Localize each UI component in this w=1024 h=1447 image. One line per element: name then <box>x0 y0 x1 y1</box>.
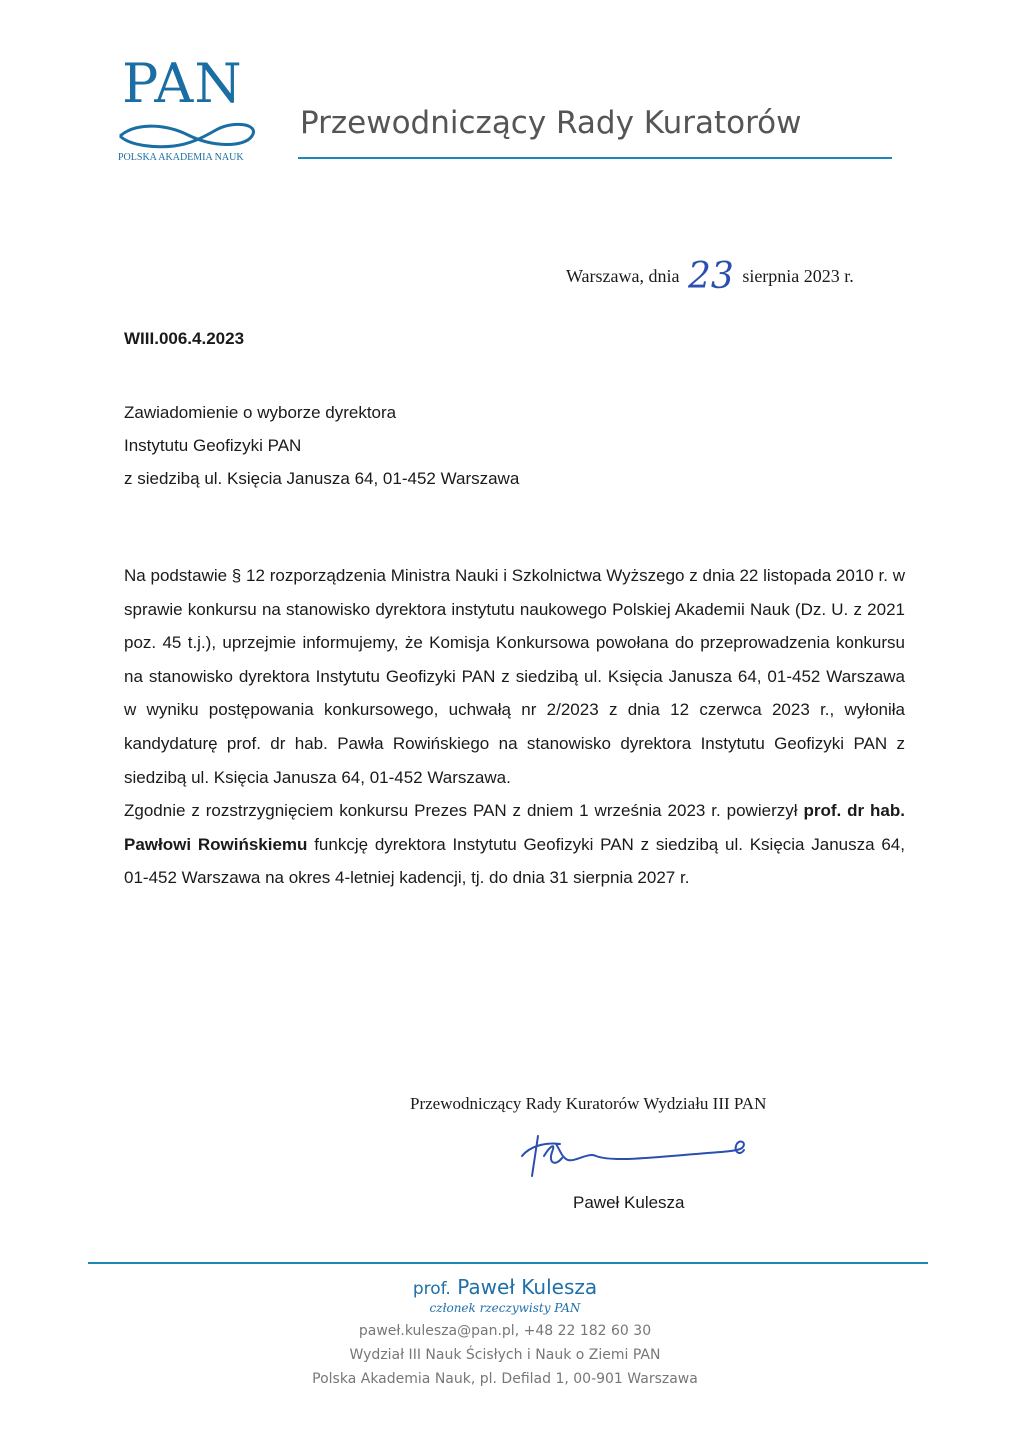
infinity-swirl-icon <box>116 118 266 152</box>
appointee-name: prof. dr hab. Pawłowi Rowińskiemu <box>124 801 905 854</box>
footer <box>0 1275 1010 1391</box>
footer-prefix: prof. <box>412 1279 451 1299</box>
header-divider <box>298 157 892 159</box>
footer-department: Wydział III Nauk Ścisłych i Nauk o Ziemi PAN <box>349 1347 661 1363</box>
body-paragraph <box>124 794 905 895</box>
logo-text: PAN <box>122 52 243 115</box>
letterhead-title: Przewodniczący Rady Kuratorów <box>300 105 802 141</box>
subject-line: Instytutu Geofizyki PAN <box>124 436 302 455</box>
body-paragraph: Na podstawie § 12 rozporządzenia Ministra Nauki i Szkolnictwa Wyższego z dnia 22 listopada 2010 r. w sprawie konkursu na stanowisko dyrektora instytutu naukowego Polskiej Akademii Nauk (Dz. U. z 2021 poz. 45 t.j.), uprzejmie informujemy, że Komisja Konkursowa powołana do przeprowadzenia konkursu na stanowisko dyrektora Instytutu Geofizyki PAN z siedzibą ul. Księcia Janusza 64, 01-452 Warszawa w wyniku postępowania konkursowego, uchwałą nr 2/2023 z dnia 12 czerwca 2023 r., wyłoniła kandydaturę prof. dr hab. Pawła Rowińskiego na stanowisko dyrektora Instytutu Geofizyki PAN z siedzibą ul. Księcia Janusza 64, 01-452 Warszawa. <box>124 566 905 787</box>
dateline <box>566 256 854 297</box>
reference-number: WIII.006.4.2023 <box>124 329 245 348</box>
footer-person: Paweł Kulesza <box>457 1275 598 1299</box>
subject-block <box>124 396 519 495</box>
footer-role: członek rzeczywisty PAN <box>429 1301 581 1315</box>
paragraph-text: funkcję dyrektora Instytutu Geofizyki PAN z siedzibą ul. Księcia Janusza 64, 01-452 Warszawa na okres 4-letniej kadencji, tj. do dnia 31 sierpnia 2027 r. <box>124 834 905 888</box>
footer-name <box>0 1275 1010 1299</box>
signatory-title: Przewodniczący Rady Kuratorów Wydziału III PAN <box>410 1094 767 1113</box>
dateline-prefix: Warszawa, dnia <box>566 266 680 286</box>
footer-address: Polska Akademia Nauk, pl. Defilad 1, 00-901 Warszawa <box>312 1371 698 1387</box>
letter-body <box>124 559 905 895</box>
signatory-name: Paweł Kulesza <box>573 1193 685 1212</box>
handwritten-signature <box>516 1122 766 1182</box>
footer-divider <box>88 1262 928 1264</box>
logo-subtitle: POLSKA AKADEMIA NAUK <box>118 152 244 163</box>
subject-line: Zawiadomienie o wyborze dyrektora <box>124 403 397 422</box>
footer-contact: paweł.kulesza@pan.pl, +48 22 182 60 30 <box>358 1323 652 1339</box>
dateline-suffix: sierpnia 2023 r. <box>742 266 854 286</box>
pan-logo <box>112 52 272 172</box>
paragraph-text: Zgodnie z rozstrzygnięciem konkursu Prezes PAN z dniem 1 września 2023 r. powierzył <box>124 801 798 821</box>
handwritten-day: 23 <box>688 256 734 297</box>
subject-line: z siedzibą ul. Księcia Janusza 64, 01-452 Warszawa <box>124 469 520 488</box>
